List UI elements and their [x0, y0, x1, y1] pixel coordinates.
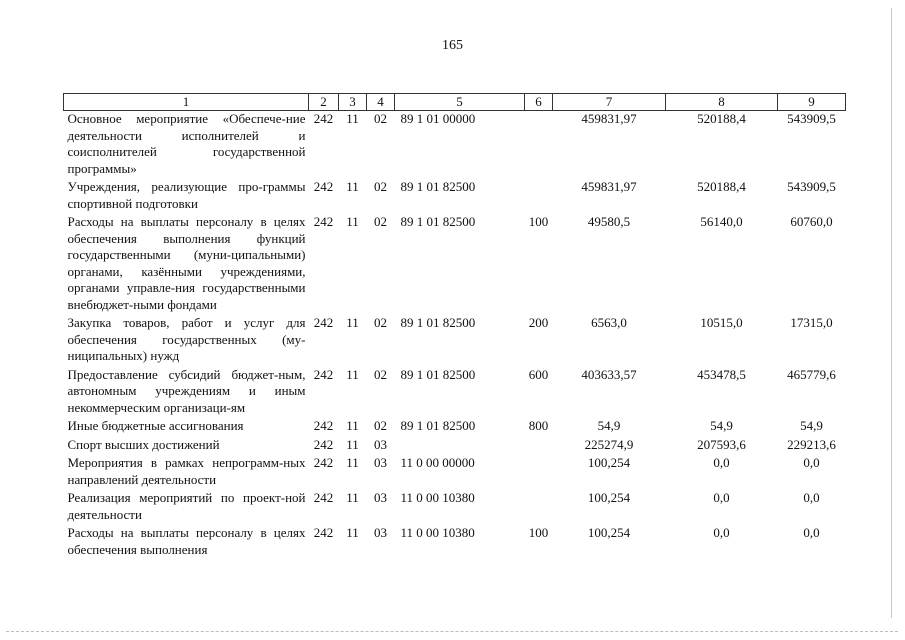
row-value-col8: 207593,6 — [697, 436, 746, 452]
row-grbs: 242 — [313, 525, 334, 540]
row-value-col8: 453478,5 — [697, 366, 746, 382]
row-grbs: 242 — [313, 455, 334, 470]
header-col-4: 4 — [367, 94, 395, 111]
row-target-article: 89 1 01 82500 — [400, 179, 476, 194]
table-body — [64, 111, 846, 561]
budget-table — [63, 93, 846, 560]
row-grbs: 242 — [313, 179, 334, 194]
row-value-col8: 0,0 — [713, 490, 730, 505]
header-col-1: 1 — [64, 94, 309, 111]
row-section: 11 — [346, 214, 359, 229]
row-name: Мероприятия в рамках непрограмм-ных направлений деятельности — [67, 455, 306, 487]
row-target-article — [395, 437, 525, 456]
header-row — [64, 94, 846, 111]
row-section: 11 — [346, 418, 359, 433]
row-value-col8: 10515,0 — [700, 315, 743, 330]
row-value-col8: 56140,0 — [700, 214, 743, 229]
row-subsection: 02 — [374, 315, 387, 330]
row-grbs: 242 — [313, 490, 334, 505]
table-header — [64, 94, 846, 111]
row-name: Реализация мероприятий по проект-ной деятельности — [67, 490, 306, 522]
header-col-6: 6 — [525, 94, 553, 111]
row-name: Спорт высших достижений — [67, 436, 220, 452]
table-row — [64, 111, 846, 180]
row-grbs: 242 — [313, 366, 334, 382]
row-value-col7: 6563,0 — [591, 315, 627, 330]
row-subsection: 03 — [374, 525, 387, 540]
page-edge-right — [891, 8, 892, 618]
row-value-col7: 459831,97 — [581, 179, 637, 194]
row-subsection: 03 — [374, 455, 387, 470]
row-value-col9: 543909,5 — [787, 111, 836, 126]
row-section: 11 — [346, 490, 359, 505]
header-col-5: 5 — [395, 94, 525, 111]
row-subsection: 03 — [374, 436, 387, 452]
row-expense-type: 800 — [528, 418, 549, 433]
row-value-col8: 520188,4 — [697, 179, 746, 194]
row-name: Расходы на выплаты персоналу в целях обеспечения выполнения — [67, 525, 306, 557]
row-target-article: 89 1 01 82500 — [400, 315, 476, 330]
row-name: Расходы на выплаты персоналу в целях обеспечения выполнения функций государственными (муни-ципальными) органами, казёнными учреждениями, органами управле-ния государственными внебюджет-ными фондами — [67, 214, 306, 312]
row-value-col7: 49580,5 — [587, 214, 631, 229]
row-target-article: 11 0 00 10380 — [400, 525, 475, 540]
row-name: Предоставление субсидий бюджет-ным, автономным учреждениям и иным некоммерческим организаци-ям — [67, 366, 306, 415]
row-expense-type — [525, 437, 553, 456]
row-grbs: 242 — [313, 418, 334, 433]
row-expense-type — [525, 179, 553, 214]
row-value-col7: 459831,97 — [581, 111, 637, 126]
page-number: 165 — [442, 38, 463, 53]
row-target-article: 89 1 01 00000 — [400, 111, 476, 126]
row-section: 11 — [346, 366, 359, 382]
row-expense-type — [525, 455, 553, 490]
row-value-col9: 0,0 — [803, 455, 820, 470]
table-row — [64, 315, 846, 367]
row-grbs: 242 — [313, 315, 334, 330]
row-value-col9: 17315,0 — [790, 315, 833, 330]
row-value-col9: 54,9 — [800, 418, 823, 433]
row-value-col7: 403633,57 — [581, 366, 637, 382]
row-grbs: 242 — [313, 214, 334, 229]
row-name: Закупка товаров, работ и услуг для обеспечения государственных (му-ниципальных) нужд — [67, 315, 306, 363]
row-value-col7: 100,254 — [587, 490, 631, 505]
row-name: Основное мероприятие «Обеспече-ние деятельности исполнителей и соисполнителей государственной программы» — [67, 111, 306, 176]
table-row — [64, 490, 846, 525]
row-expense-type: 200 — [528, 315, 549, 330]
row-value-col7: 100,254 — [587, 525, 631, 540]
row-value-col8: 0,0 — [713, 525, 730, 540]
row-subsection: 02 — [374, 418, 387, 433]
table-row — [64, 418, 846, 437]
row-expense-type — [525, 111, 553, 180]
row-expense-type: 100 — [528, 525, 549, 540]
row-expense-type: 100 — [528, 214, 549, 229]
table-row — [64, 179, 846, 214]
row-expense-type — [525, 490, 553, 525]
row-subsection: 02 — [374, 111, 387, 126]
row-section: 11 — [346, 455, 359, 470]
row-section: 11 — [346, 315, 359, 330]
table-row — [64, 455, 846, 490]
row-value-col9: 465779,6 — [787, 366, 836, 382]
row-value-col9: 543909,5 — [787, 179, 836, 194]
row-value-col8: 520188,4 — [697, 111, 746, 126]
row-target-article: 89 1 01 82500 — [400, 214, 476, 229]
row-target-article: 89 1 01 82500 — [400, 366, 476, 382]
row-value-col8: 54,9 — [710, 418, 733, 433]
header-col-8: 8 — [666, 94, 778, 111]
table-row — [64, 525, 846, 560]
header-col-2: 2 — [309, 94, 339, 111]
row-subsection: 02 — [374, 366, 387, 382]
row-value-col7: 100,254 — [587, 455, 631, 470]
row-expense-type: 600 — [528, 366, 549, 382]
row-value-col7: 54,9 — [597, 418, 621, 433]
row-value-col9: 60760,0 — [790, 214, 833, 229]
row-section: 11 — [346, 111, 359, 126]
row-value-col9: 229213,6 — [787, 436, 836, 452]
row-name: Иные бюджетные ассигнования — [67, 418, 244, 433]
row-subsection: 02 — [374, 179, 387, 194]
row-section: 11 — [346, 179, 359, 194]
page-edge-bottom — [6, 631, 898, 632]
row-subsection: 03 — [374, 490, 387, 505]
header-col-3: 3 — [339, 94, 367, 111]
row-name: Учреждения, реализующие про-граммы спортивной подготовки — [67, 179, 306, 211]
row-subsection: 02 — [374, 214, 387, 229]
row-value-col9: 0,0 — [803, 490, 820, 505]
row-value-col7: 225274,9 — [584, 436, 634, 452]
table-row — [64, 437, 846, 456]
row-value-col9: 0,0 — [803, 525, 820, 540]
row-section: 11 — [346, 436, 359, 452]
table-row — [64, 367, 846, 419]
row-grbs: 242 — [313, 436, 334, 452]
header-col-7: 7 — [553, 94, 666, 111]
row-value-col8: 0,0 — [713, 455, 730, 470]
row-target-article: 11 0 00 10380 — [400, 490, 475, 505]
row-target-article: 89 1 01 82500 — [400, 418, 476, 433]
row-target-article: 11 0 00 00000 — [400, 455, 475, 470]
row-section: 11 — [346, 525, 359, 540]
header-col-9: 9 — [778, 94, 846, 111]
row-grbs: 242 — [313, 111, 334, 126]
table-row — [64, 214, 846, 315]
